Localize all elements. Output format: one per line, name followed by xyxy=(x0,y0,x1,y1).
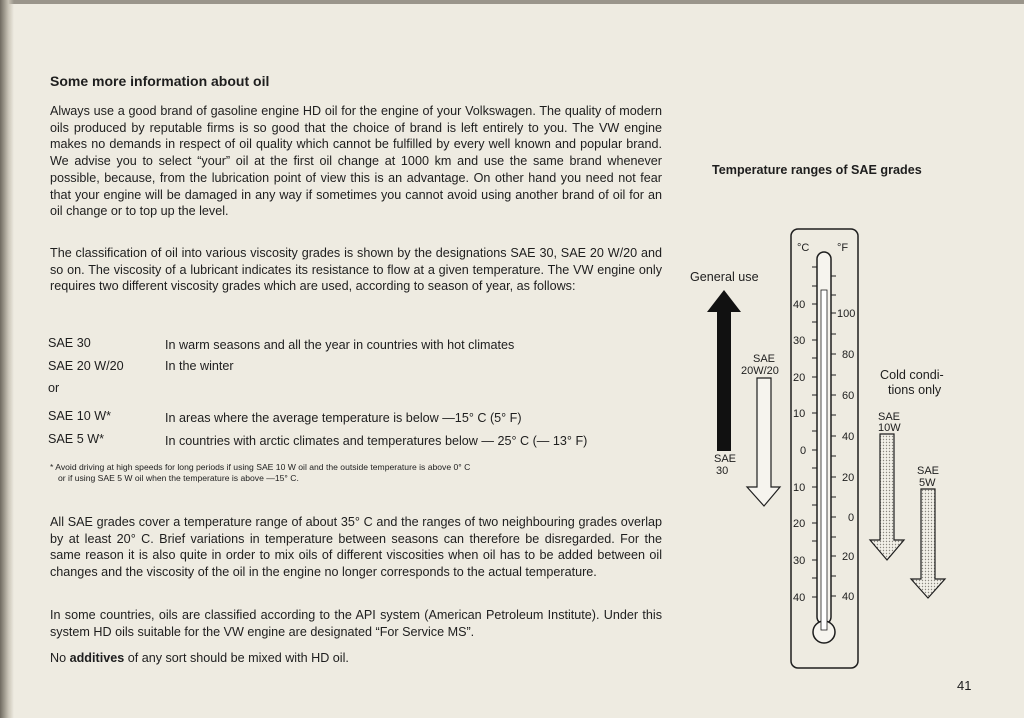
fahrenheit-tick-label: 40 xyxy=(842,591,855,603)
fahrenheit-tick-label: 20 xyxy=(842,551,855,563)
fahrenheit-tick-label: 0 xyxy=(848,512,855,524)
sae30-label-top: SAE xyxy=(714,453,737,465)
celsius-tick-label: 30 xyxy=(793,555,806,567)
chart-title: Temperature ranges of SAE grades xyxy=(712,163,922,177)
celsius-unit-label: °C xyxy=(797,242,810,254)
sae2020-label-top: SAE xyxy=(753,353,776,365)
sae5w-label-bottom: 5W xyxy=(919,477,936,489)
cold-conditions-label-line2: tions only xyxy=(888,383,942,397)
sae5w-label-top: SAE xyxy=(917,465,940,477)
celsius-tick-label: 20 xyxy=(793,372,806,384)
grade-sae30: SAE 30 xyxy=(48,336,91,350)
celsius-tick-label: 20 xyxy=(793,518,806,530)
additives-text-before: No xyxy=(50,651,70,665)
additives-bold-word: additives xyxy=(69,651,125,665)
fahrenheit-tick-label: 100 xyxy=(837,308,856,320)
sae30-arrow-shaft xyxy=(717,311,731,451)
paragraph-classification: The classification of oil into various viscosity grades is shown by the designations SAE 30, SAE 20 W/20 and so on. The viscosity of a lubricant indicates its resistance to flow at a given temperature. The VW engine only requires two different viscosity grades which are used, according to season of year, as follows: xyxy=(50,246,662,294)
section-heading: Some more information about oil xyxy=(50,73,270,89)
grade-sae2020: SAE 20 W/20 xyxy=(48,359,124,373)
fahrenheit-unit-label: °F xyxy=(837,242,849,254)
celsius-tick-label: 30 xyxy=(793,335,806,347)
sae10w-label-top: SAE xyxy=(878,411,901,423)
sae30-label-bottom: 30 xyxy=(716,465,729,477)
fahrenheit-tick-label: 20 xyxy=(842,472,855,484)
page-number: 41 xyxy=(957,678,972,693)
fahrenheit-tick-label: 60 xyxy=(842,390,855,402)
grade-sae2020-desc: In the winter xyxy=(165,359,234,373)
celsius-tick-label: 40 xyxy=(793,299,806,311)
grade-sae5w: SAE 5 W* xyxy=(48,432,104,446)
general-use-label: General use xyxy=(690,270,759,284)
additives-text-after: of any sort should be mixed with HD oil. xyxy=(124,651,349,665)
paragraph-api-system: In some countries, oils are classified according to the API system (American Petroleum Institute). Under this system HD oils suitable for the VW engine are designated “For Service MS”. xyxy=(50,608,662,639)
paragraph-temperature-range: All SAE grades cover a temperature range of about 35° C and the ranges of two neighbouring grades overlap by at least 20° C. Brief variations in temperature between seasons can therefore be disregarded. For the same reason it is also quite in order to mix oils of different viscosities when oil has to be added between oil changes and the viscosity of the oil in the engine no longer corresponds to the actual temperature. xyxy=(50,515,662,580)
footnote-line2: or if using SAE 5 W oil when the temperature is above —15° C. xyxy=(58,473,299,483)
paragraph-brand-choice: Always use a good brand of gasoline engine HD oil for the engine of your Volkswagen. The quality of modern oils produced by reputable firms is so good that the choice of brand is left entirely to you. The VW engine makes no demands in respect of oil quality which cannot be fulfilled by every well known and popular brand. We advise you to select “your” oil at the first oil change at 1000 km and use the same brand whenever possible, because, from the lubrication point of view this is an advantage. On other hand you need not fear that your engine will be damaged in any way if sometimes you cannot avoid using another brand of oil for an oil change or to top up the level. xyxy=(50,104,662,219)
celsius-tick-label: 40 xyxy=(793,592,806,604)
footnote-line1: * Avoid driving at high speeds for long periods if using SAE 10 W oil and the outside temperature is above 0° C xyxy=(50,462,471,472)
celsius-tick-label: 10 xyxy=(793,408,806,420)
grade-sae10w-desc: In areas where the average temperature is below —15° C (5° F) xyxy=(165,411,522,425)
sae10w-label-bottom: 10W xyxy=(878,422,901,434)
fahrenheit-tick-label: 40 xyxy=(842,431,855,443)
sae2020-arrow xyxy=(747,378,780,506)
sae5w-arrow xyxy=(911,489,945,598)
fahrenheit-tick-labels xyxy=(837,308,855,603)
grade-sae10w: SAE 10 W* xyxy=(48,409,111,423)
sae10w-arrow xyxy=(870,434,904,560)
sae30-arrow-head xyxy=(707,290,741,312)
grade-sae5w-desc: In countries with arctic climates and temperatures below — 25° C (— 13° F) xyxy=(165,434,588,448)
fahrenheit-tick-label: 80 xyxy=(842,349,855,361)
thermometer-mercury xyxy=(821,290,827,630)
grade-sae30-desc: In warm seasons and all the year in countries with hot climates xyxy=(165,338,515,352)
celsius-tick-label: 0 xyxy=(800,445,807,457)
celsius-tick-label: 10 xyxy=(793,482,806,494)
sae2020-label-bottom: 20W/20 xyxy=(741,365,779,377)
grade-or: or xyxy=(48,381,60,395)
cold-conditions-label-line1: Cold condi- xyxy=(880,368,944,382)
celsius-tick-labels xyxy=(793,299,806,604)
